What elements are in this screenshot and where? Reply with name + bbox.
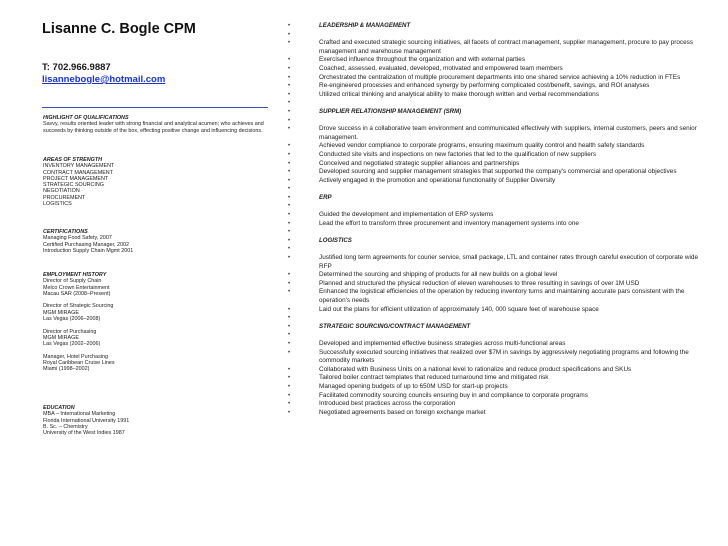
bullet-item xyxy=(288,254,700,271)
spacer-row xyxy=(288,31,700,40)
bullet-text: Tailored boiler contract templates that reduced turnaround time and mitigated risk xyxy=(319,374,549,382)
certifications-section xyxy=(43,229,275,254)
bullet-text: Planned and structured the physical reduction of eleven warehouses to three resulting in savings of over 1M USD xyxy=(319,279,640,287)
qualifications-heading: HIGHLIGHT OF QUALIFICATIONS xyxy=(43,115,129,121)
bullet-text: Facilitated commodity sourcing councils ensuring buy in and compliance to corporate programs xyxy=(319,391,588,399)
bullet-item xyxy=(288,220,700,229)
section-heading: ERP xyxy=(319,193,332,201)
bullet-text: Re-engineered processes and enhanced synergy by performing complicated cost/benefit, savings, and ROI analyses xyxy=(319,82,650,90)
bullet-text: Coached, assessed, evaluated, developed, motivated and empowered team members xyxy=(319,64,563,72)
certification-item: Introduction Supply Chain Mgmt 2001 xyxy=(43,247,134,254)
section-heading-row xyxy=(288,22,700,31)
job-title: Director of Purchasing xyxy=(43,328,97,335)
bullet-item xyxy=(288,271,700,280)
spacer-row xyxy=(288,99,700,108)
section-heading: STRATEGIC SOURCING/CONTRACT MANAGEMENT xyxy=(319,322,471,330)
bullet-item xyxy=(288,211,700,220)
education-section xyxy=(43,405,275,436)
bullet-text: Guided the development and implementation of ERP systems xyxy=(319,211,494,219)
bullet-text: Crafted and executed strategic sourcing initiatives, all facets of contract management, supplier management, procure to pay process management and warehouse management xyxy=(319,39,694,55)
bullet-icon: • xyxy=(288,91,291,98)
bullet-item xyxy=(288,160,700,169)
bullet-item xyxy=(288,400,700,409)
bullet-icon: • xyxy=(288,100,291,107)
bullet-icon: • xyxy=(288,169,291,176)
bullet-icon: • xyxy=(288,340,291,347)
strength-item: LOGISTICS xyxy=(43,201,72,208)
bullet-icon: • xyxy=(288,280,291,287)
bullet-item xyxy=(288,383,700,392)
job-company: Royal Caribbean Cruise Lines xyxy=(43,360,115,367)
spacer-row xyxy=(288,185,700,194)
section-heading-row xyxy=(288,237,700,246)
job-entry xyxy=(43,329,275,348)
bullet-text: Exercised influence throughout the organization and with external parties xyxy=(319,56,526,64)
education-item: University of the West Indies 1987 xyxy=(43,430,125,437)
spacer-row xyxy=(288,245,700,254)
bullet-text: Developed and implemented effective business strategies across multi-functional areas xyxy=(319,339,566,347)
bullet-icon: • xyxy=(288,323,291,330)
bullet-icon: • xyxy=(288,126,291,133)
spacer-row xyxy=(288,314,700,323)
bullet-icon: • xyxy=(288,177,291,184)
education-item: Florida International University 1991 xyxy=(43,417,130,424)
bullet-item xyxy=(288,366,700,375)
bullet-icon: • xyxy=(288,57,291,64)
candidate-name: Lisanne C. Bogle CPM xyxy=(42,21,196,37)
certifications-heading: CERTIFICATIONS xyxy=(43,229,88,235)
job-title: Director of Strategic Sourcing xyxy=(43,303,114,310)
bullet-icon: • xyxy=(288,40,291,47)
bullet-icon: • xyxy=(288,212,291,219)
strength-item: CONTRACT MANAGEMENT xyxy=(43,169,113,176)
bullet-text: Achieved vendor compliance to corporate programs, ensuring maximum quality control and health safety standards xyxy=(319,142,645,150)
job-location: Las Vegas (2006–2008) xyxy=(43,316,101,323)
bullet-icon: • xyxy=(288,375,291,382)
bullet-text: Conducted site visits and inspections on new factories that led to the qualification of new suppliers xyxy=(319,150,597,158)
spacer-row xyxy=(288,202,700,211)
bullet-icon: • xyxy=(288,332,291,339)
strength-item: PROJECT MANAGEMENT xyxy=(43,175,109,182)
section-heading-row xyxy=(288,194,700,203)
bullet-text: Lead the effort to transform three procurement and inventory management systems into one xyxy=(319,219,579,227)
bullet-item xyxy=(288,349,700,366)
header-divider xyxy=(42,107,268,108)
job-entry xyxy=(43,303,275,322)
strength-item: STRATEGIC SOURCING xyxy=(43,182,104,189)
bullet-icon: • xyxy=(288,151,291,158)
qualifications-section xyxy=(43,115,275,134)
bullet-text: Developed sourcing and supplier management strategies that supported the company's commercial and operational objectives xyxy=(319,168,677,176)
bullet-item xyxy=(288,151,700,160)
strengths-section xyxy=(43,157,275,207)
bullet-icon: • xyxy=(288,392,291,399)
bullet-text: Conceived and negotiated strategic supplier alliances and partnerships xyxy=(319,159,520,167)
job-company: MGM MIRAGE xyxy=(43,334,79,341)
job-entry xyxy=(43,354,275,373)
bullet-text: Utilized critical thinking and analytical ability to make thorough written and verbal recommendations xyxy=(319,90,599,98)
bullet-text: Enhanced the logistical efficiencies of the operation by reducing inventory turns and maintaining accurate pars consistent with the operation's needs xyxy=(319,288,685,304)
bullet-icon: • xyxy=(288,65,291,72)
bullet-item xyxy=(288,288,700,305)
employment-section xyxy=(43,272,275,373)
job-location: Las Vegas (2002–2006) xyxy=(43,341,101,348)
bullet-icon: • xyxy=(288,306,291,313)
bullet-icon: • xyxy=(288,237,291,244)
strength-item: NEGOTIATION xyxy=(43,188,80,195)
bullet-icon: • xyxy=(288,383,291,390)
bullet-item xyxy=(288,56,700,65)
certification-item: Managing Food Safety, 2007 xyxy=(43,235,112,242)
bullet-icon: • xyxy=(288,108,291,115)
education-item: MBA – International Marketing xyxy=(43,411,116,418)
job-company: MGM MIRAGE xyxy=(43,309,79,316)
section-heading: LOGISTICS xyxy=(319,236,352,244)
job-location: Miami (1998–2002) xyxy=(43,366,90,373)
section-heading: LEADERSHIP & MANAGEMENT xyxy=(319,22,411,29)
spacer-row xyxy=(288,117,700,126)
bullet-text: Actively engaged in the promotion and operational functionality of Supplier Diversity xyxy=(319,176,556,184)
bullet-icon: • xyxy=(288,366,291,373)
bullet-icon: • xyxy=(288,315,291,322)
bullet-text: Introduced best practices across the corporation xyxy=(319,400,456,408)
job-location: Macau SAR (2008–Present) xyxy=(43,290,111,297)
bullet-item xyxy=(288,74,700,83)
certification-item: Certified Purchasing Manager, 2002 xyxy=(43,241,130,248)
bullet-icon: • xyxy=(288,31,291,38)
bullet-icon: • xyxy=(288,117,291,124)
bullet-item xyxy=(288,82,700,91)
bullet-item xyxy=(288,306,700,315)
bullet-text: Managed opening budgets of up to 650M USD for start-up projects xyxy=(319,382,508,390)
bullet-item xyxy=(288,374,700,383)
bullet-text: Negotiated agreements based on foreign exchange market xyxy=(319,408,486,416)
bullet-item xyxy=(288,340,700,349)
bullet-icon: • xyxy=(288,220,291,227)
bullet-icon: • xyxy=(288,74,291,81)
bullet-icon: • xyxy=(288,203,291,210)
contact-header xyxy=(42,20,270,86)
employment-heading: EMPLOYMENT HISTORY xyxy=(43,272,107,278)
bullet-item xyxy=(288,125,700,142)
bullet-icon: • xyxy=(288,83,291,90)
job-entry xyxy=(43,278,275,297)
strengths-heading: AREAS OF STRENGTH xyxy=(43,157,102,163)
bullet-text: Orchestrated the centralization of multiple procurement departments into one shared service achieving a 10% reduction in FTEs xyxy=(319,73,681,81)
phone-number: T: 702.966.9887 xyxy=(42,62,111,73)
bullet-icon: • xyxy=(288,160,291,167)
job-title: Director of Supply Chain xyxy=(43,278,102,285)
bullet-item xyxy=(288,91,700,100)
bullet-icon: • xyxy=(288,409,291,416)
education-item: B. Sc. – Chemistry xyxy=(43,423,88,430)
bullet-icon: • xyxy=(288,255,291,262)
bullet-item xyxy=(288,142,700,151)
job-title: Manager, Hotel Purchasing xyxy=(43,353,109,360)
bullet-item xyxy=(288,39,700,56)
bullet-text: Collaborated with Business Units on a national level to rationalize and reduce product specifications and SKUs xyxy=(319,365,632,373)
bullet-item xyxy=(288,168,700,177)
strength-item: INVENTORY MANAGEMENT xyxy=(43,163,115,170)
section-heading-row xyxy=(288,108,700,117)
bullet-icon: • xyxy=(288,229,291,236)
job-company: Melco Crown Entertainment xyxy=(43,284,110,291)
bullet-icon: • xyxy=(288,23,291,29)
bullet-item xyxy=(288,280,700,289)
bullet-text: Laid out the plans for efficient utilization of approximately 140, 000 square feet of warehouse space xyxy=(319,305,599,313)
bullet-item xyxy=(288,177,700,186)
bullet-item xyxy=(288,409,700,418)
spacer-row xyxy=(288,331,700,340)
strength-item: PROCUREMENT xyxy=(43,194,86,201)
spacer-row xyxy=(288,228,700,237)
bullet-icon: • xyxy=(288,272,291,279)
bullet-icon: • xyxy=(288,401,291,408)
bullet-icon: • xyxy=(288,349,291,356)
bullet-text: Determined the sourcing and shipping of products for all new builds on a global level xyxy=(319,271,558,279)
bullet-item xyxy=(288,392,700,401)
experience-column xyxy=(288,22,700,417)
section-heading-row xyxy=(288,323,700,332)
qualifications-text: Savvy, results oriented leader with strong financial and analytical acumen; who achieves and succeeds by thinking outside of the box, effecting positive change and influencing decisions. xyxy=(43,121,264,134)
bullet-icon: • xyxy=(288,194,291,201)
section-heading: SUPPLIER RELATIONSHIP MANAGEMENT (SRM) xyxy=(319,107,462,115)
bullet-item xyxy=(288,65,700,74)
email-link[interactable]: lisannebogle@hotmail.com xyxy=(42,74,166,85)
education-heading: EDUCATION xyxy=(43,405,75,411)
bullet-icon: • xyxy=(288,143,291,150)
bullet-text: Justified long term agreements for courier service, small package, LTL and container rates through careful execution of corporate wide RFP xyxy=(319,254,699,270)
bullet-text: Drove success in a collaborative team environment and communicated effectively with suppliers, internal customers, peers and senior management. xyxy=(319,125,697,141)
bullet-icon: • xyxy=(288,289,291,296)
bullet-text: Successfully executed sourcing initiatives that realized over $7M in savings by aggressively negotiating programs and following the commodity markets xyxy=(319,348,689,365)
bullet-icon: • xyxy=(288,186,291,193)
bullet-icon: • xyxy=(288,246,291,253)
